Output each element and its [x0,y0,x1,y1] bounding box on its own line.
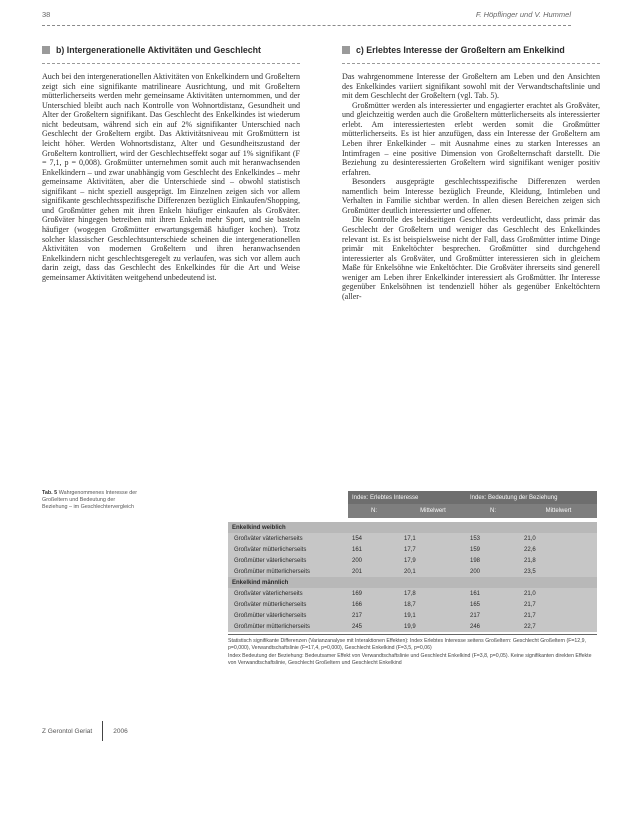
section-heading-text: b) Intergenerationelle Aktivitäten und Geschlecht [56,45,261,55]
table-cell: 17,8 [400,588,466,599]
row-label: Großmütter väterlicherseits [228,610,348,621]
running-head: F. Höpflinger und V. Hummel [475,10,571,19]
section-heading-b [42,44,300,56]
table-cell: 18,7 [400,599,466,610]
journal-year: 2006 [113,727,128,735]
table-row [228,610,597,621]
table-cell: 201 [348,566,400,577]
table-cell: 246 [466,621,520,632]
table-cell: 159 [466,544,520,555]
square-bullet-icon [342,46,350,54]
row-label: Großmütter väterlicherseits [228,555,348,566]
left-column [42,44,300,282]
table-group-row [228,577,597,588]
paragraph: Großmütter werden als interessierter und engagierter erachtet als Großväter, und gleichzeitig werden auch die Großeltern mütterlicherseits als interessierter erlebt. Am interessiertesten erlebt werden somit die Großmütter mütterlicherseits. Es ist hier anzufügen, dass ein Interesse der Großeltern am Leben ihrer Enkelkinder – mit Ausnahme eines zu starken Interesses an Intimfragen – eine positive Dimension von Großelternschaft darstellt. Die Beziehung zu desinteressierten Großeltern wird signifikant weniger positiv erfahren. [342,100,600,177]
journal-name: Z Gerontol Geriat [42,727,93,735]
table-cell: 166 [348,599,400,610]
column-header: N: [348,504,400,518]
group-label: Enkelkind weiblich [228,522,597,533]
table-cell: 165 [466,599,520,610]
table-cell: 217 [466,610,520,621]
table-cell: 21,8 [520,555,597,566]
table-cell: 21,0 [520,533,597,544]
table-cell: 22,7 [520,621,597,632]
table-cell: 153 [466,533,520,544]
table-cell: 19,9 [400,621,466,632]
table-row [228,588,597,599]
table-cell: 17,1 [400,533,466,544]
table-cell: 21,7 [520,599,597,610]
right-column [342,44,600,302]
column-header: Mittelwert [520,504,597,518]
table-rule [228,634,597,635]
table-group-row [228,522,597,533]
section-heading-c [342,44,600,56]
header-rule [42,25,571,26]
table-caption [42,490,138,511]
group-label: Enkelkind männlich [228,577,597,588]
table-caption-label: Tab. 5 [42,490,58,496]
row-label: Großmütter mütterlicherseits [228,621,348,632]
column-group-header: Index: Bedeutung der Beziehung [466,491,597,504]
square-bullet-icon [42,46,50,54]
table-cell: 169 [348,588,400,599]
column-header: Mittelwert [400,504,466,518]
column-header: N: [466,504,520,518]
table-row [228,599,597,610]
table-cell: 21,7 [520,610,597,621]
table-notes [228,638,597,667]
table-caption-text: Wahrgenommenes Interesse der Großeltern und Bedeutung der Beziehung – im Geschlechtervergleich [42,490,137,510]
table-cell: 19,1 [400,610,466,621]
row-label: Großväter väterlicherseits [228,588,348,599]
paragraph: Besonders ausgeprägte geschlechtsspezifische Differenzen werden namentlich beim Interesse bezüglich Freunde, Kleidung, Intimleben und Verhalten in Familie sichtbar werden. In allen diesen Bereichen zeigen sich Großmütter deutlich interessierter und offener. [342,177,600,215]
table-cell: 217 [348,610,400,621]
footer-divider [102,721,103,741]
table-row [228,621,597,632]
table-note: Statistisch signifikante Differenzen (Varianzanalyse mit Interaktionen Effekten): Index Erlebtes Interesse seitens Großeltern: Geschlecht Großeltern (F=12,9, p=0,000), Verwandtschaftslinie (F=17,4, p=0,000), Geschlecht Enkelkind (F=3,5, p=0,06) [228,638,586,651]
table-cell: 22,6 [520,544,597,555]
data-table [228,491,597,632]
table-cell: 200 [348,555,400,566]
table-cell: 20,1 [400,566,466,577]
table-cell: 17,7 [400,544,466,555]
table-cell: 154 [348,533,400,544]
table-cell: 200 [466,566,520,577]
row-label: Großväter väterlicherseits [228,533,348,544]
row-label: Großmütter mütterlicherseits [228,566,348,577]
page-number: 38 [42,10,51,19]
table-row [228,555,597,566]
table-5 [228,491,597,668]
table-cell: 161 [348,544,400,555]
paragraph: Auch bei den intergenerationellen Aktivitäten von Enkelkindern und Großeltern zeigt sich eine signifikante matrilineare Ausrichtung, und mit Großeltern mütterlicherseits werden mehr gemeinsame Aktivitäten unternommen, und der Unterschied bleibt auch nach Kontrolle von Wohnortdistanz, Gesundheit und Alter der Großeltern signifikant. Das Geschlecht des Enkelkindes ist wiederum nicht bedeutsam, während sich ein auf 2% signifikanter Unterschied nach Geschlecht der Großeltern ergibt. Das Aktivitätsniveau mit Großmüttern ist leicht höher. Werden Wohnortsdistanz, Alter und Gesundheitszustand der Großeltern kontrolliert, wird der Geschlechtseffekt sogar auf 1% signifikant (F = 7,1, p = 0,008). Großmütter unternehmen somit auch mit heranwachsenden Enkelkindern – und zwar unabhängig vom Geschlecht des Enkelkindes – mehr gemeinsame Aktivitäten, aber die Unterschiede sind – obwohl statistisch signifikant – nicht speziell ausgeprägt. Im Einzelnen zeigen sich vor allem signifikante geschlechtsspezifische Differenzen bezüglich Einkaufen/Shopping, und Großmütter gehen mit ihren Enkeln häufiger einkaufen als Großväter. Großväter hingegen betreiben mit ihren Enkeln mehr Sport, und sie basteln häufiger (wogegen Großmütter erwartungsgemäß häufiger kochen). Trotz solcher klassischer Geschlechtsunterschiede scheinen die intergenerationellen Aktivitäten von modernen Großeltern und ihren heranwachsenden Enkelkindern nicht geschlechtsgeregelt zu verlaufen, was sich vor allem auch darin zeigt, dass das Geschlecht des Enkelkindes für die Art und Weise gemeinsamer Aktivitäten weitgehend unbedeutend ist. [42,72,300,282]
page-footer [42,721,128,741]
paragraph: Die Kontrolle des beidseitigen Geschlechts verdeutlicht, dass primär das Geschlecht der Großeltern und weniger das Geschlecht des Enkelkindes relevant ist. Es ist beispielsweise nicht der Fall, dass Großmütter intime Dinge primär mit Enkeltöchter besprechen. Großmütter sind durchgehend interessierter als Großväter, und Großmütter interessieren sich in gleichem Maße für Enkelsöhne wie Enkeltöchter. Die Großväter ihrerseits sind generell weniger am Leben ihrer Enkelkinder interessiert als Großmütter. Ihr Interesse gegenüber Enkelsöhnen ist tendenziell höher als gegenüber Enkeltöchtern (aller- [342,215,600,301]
table-cell: 17,9 [400,555,466,566]
table-row [228,566,597,577]
column-group-header: Index: Erlebtes Interesse [348,491,466,504]
section-heading-text: c) Erlebtes Interesse der Großeltern am Enkelkind [356,45,565,55]
table-cell: 245 [348,621,400,632]
table-cell: 161 [466,588,520,599]
row-label: Großväter mütterlicherseits [228,544,348,555]
table-cell: 23,5 [520,566,597,577]
section-rule [42,63,300,64]
paragraph: Das wahrgenommene Interesse der Großeltern am Leben und den Ansichten des Enkelkindes variiert signifikant sowohl mit der Verwandtschaftslinie und mit dem Geschlecht der Großeltern (vgl. Tab. 5). [342,72,600,101]
table-note: Index Bedeutung der Beziehung: Bedeutsamer Effekt von Verwandtschaftslinie und Geschlecht Enkelkind (F=3,8, p=0,05). Keine signifikanten direkten Effekte von Verwandtschaftslinie, Geschlecht Großeltern und Geschlecht Enkelkind [228,653,592,666]
table-cell: 198 [466,555,520,566]
table-row [228,544,597,555]
row-label: Großväter mütterlicherseits [228,599,348,610]
section-rule [342,63,600,64]
table-row [228,533,597,544]
table-cell: 21,0 [520,588,597,599]
